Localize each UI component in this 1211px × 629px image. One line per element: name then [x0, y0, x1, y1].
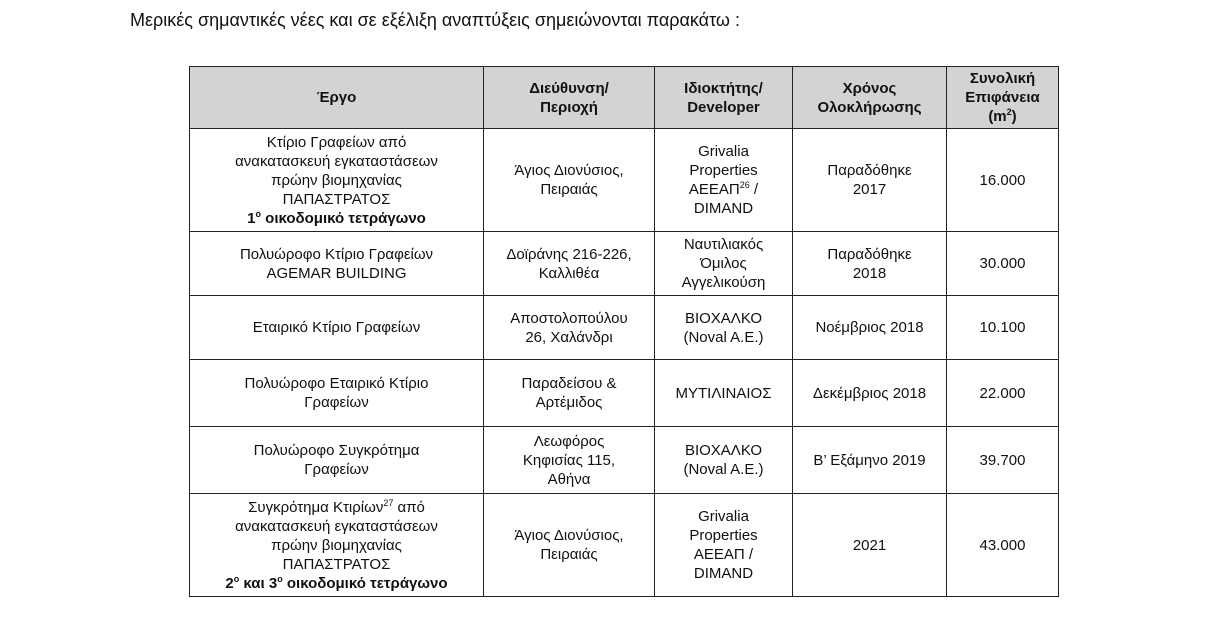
cell-owner: Grivalia Properties ΑΕΕΑΠ$^{26}$ / DIMAND — [655, 129, 793, 232]
cell-owner: ΜΥΤΙΛΙΝΑΙΟΣ — [655, 360, 793, 427]
header-owner: Ιδιοκτήτης/ Developer — [655, 67, 793, 129]
cell-project: Πολυώροφο Συγκρότημα Γραφείων — [190, 427, 484, 494]
cell-area: 16.000 — [947, 129, 1059, 232]
cell-owner: ΒΙΟΧΑΛΚΟ (Noval A.E.) — [655, 427, 793, 494]
cell-project: Συγκρότημα Κτιρίων$^{27}$ από ανακατασκευή εγκαταστάσεων πρώην βιομηχανίας ΠΑΠΑΣΤΡΑΤΟΣ $2^o$ και $3^o$ οικοδομικό τετράγωνο — [190, 494, 484, 597]
cell-project: Πολυώροφο Κτίριο Γραφείων AGEMAR BUILDING — [190, 232, 484, 296]
table-row — [190, 494, 1059, 597]
cell-address: Παραδείσου & Αρτέμιδος — [484, 360, 655, 427]
cell-owner: Ναυτιλιακός Όμιλος Αγγελικούση — [655, 232, 793, 296]
header-project: Έργο — [190, 67, 484, 129]
cell-completion: Δεκέμβριος 2018 — [793, 360, 947, 427]
cell-owner: ΒΙΟΧΑΛΚΟ (Noval A.E.) — [655, 296, 793, 360]
table-row — [190, 360, 1059, 427]
cell-address: Άγιος Διονύσιος, Πειραιάς — [484, 129, 655, 232]
cell-project: Εταιρικό Κτίριο Γραφείων — [190, 296, 484, 360]
table-row — [190, 232, 1059, 296]
cell-address: Δοϊράνης 216-226, Καλλιθέα — [484, 232, 655, 296]
table-row — [190, 427, 1059, 494]
cell-area: 22.000 — [947, 360, 1059, 427]
header-area: Συνολική Επιφάνεια $(m^2)$ — [947, 67, 1059, 129]
cell-area: 10.100 — [947, 296, 1059, 360]
header-row — [190, 67, 1059, 129]
cell-address: Λεωφόρος Κηφισίας 115, Αθήνα — [484, 427, 655, 494]
cell-area: 43.000 — [947, 494, 1059, 597]
developments-table — [189, 66, 1059, 597]
cell-project: Πολυώροφο Εταιρικό Κτίριο Γραφείων — [190, 360, 484, 427]
cell-address: Άγιος Διονύσιος, Πειραιάς — [484, 494, 655, 597]
header-completion: Χρόνος Ολοκλήρωσης — [793, 67, 947, 129]
cell-completion: 2021 — [793, 494, 947, 597]
intro-text: Μερικές σημαντικές νέες και σε εξέλιξη αναπτύξεις σημειώνονται παρακάτω : — [130, 10, 740, 30]
table-row — [190, 296, 1059, 360]
cell-completion: Παραδόθηκε 2018 — [793, 232, 947, 296]
header-address: Διεύθυνση/ Περιοχή — [484, 67, 655, 129]
cell-area: 39.700 — [947, 427, 1059, 494]
cell-owner: Grivalia Properties ΑΕΕΑΠ / DIMAND — [655, 494, 793, 597]
cell-completion: Παραδόθηκε 2017 — [793, 129, 947, 232]
table-row — [190, 129, 1059, 232]
cell-project: Κτίριο Γραφείων από ανακατασκευή εγκαταστάσεων πρώην βιομηχανίας ΠΑΠΑΣΤΡΑΤΟΣ $1^o$ οικοδομικό τετράγωνο — [190, 129, 484, 232]
cell-area: 30.000 — [947, 232, 1059, 296]
cell-address: Αποστολοπούλου 26, Χαλάνδρι — [484, 296, 655, 360]
cell-completion: Νοέμβριος 2018 — [793, 296, 947, 360]
cell-completion: Β’ Εξάμηνο 2019 — [793, 427, 947, 494]
